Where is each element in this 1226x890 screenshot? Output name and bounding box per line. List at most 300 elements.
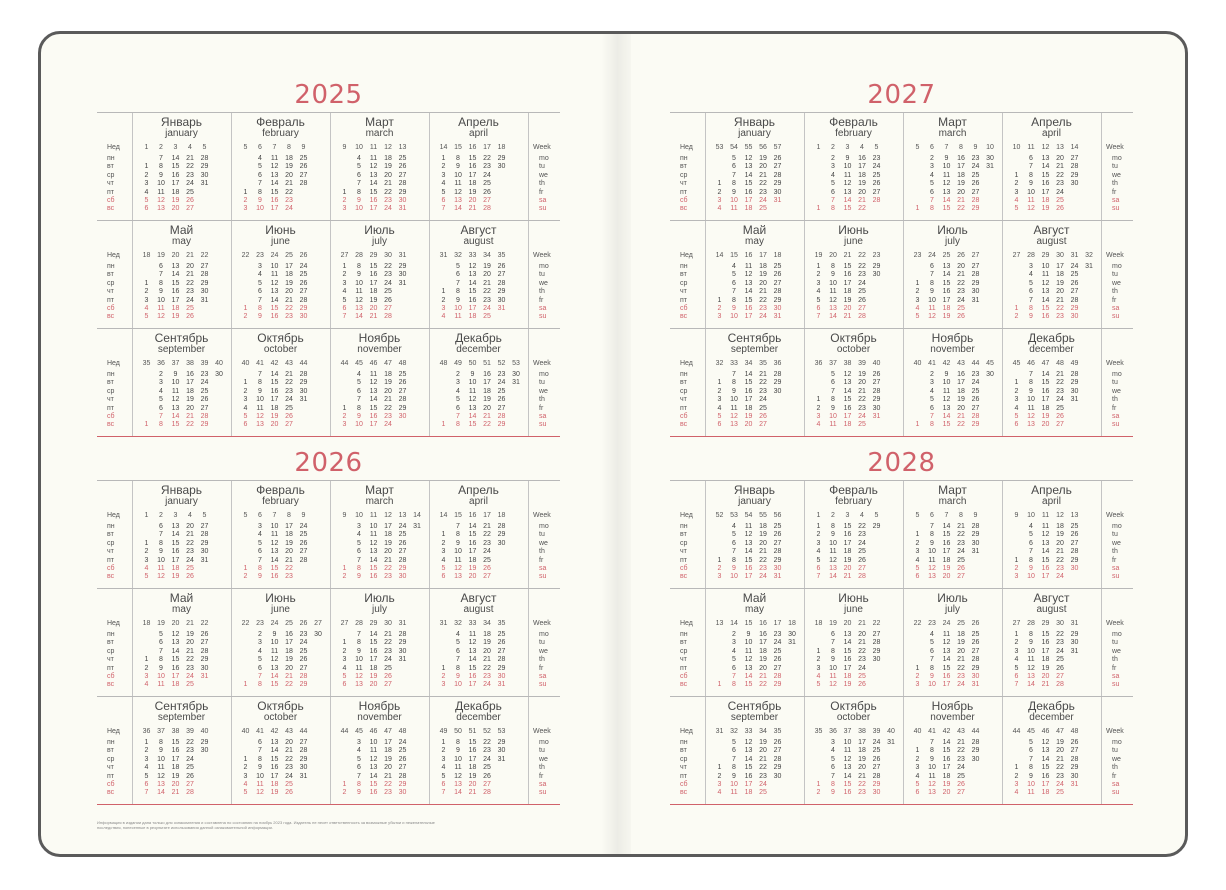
day-cell: 15 [369,781,378,788]
day-cell: 12 [454,772,462,780]
day-cell: 8 [357,639,361,647]
day-cell: 5 [456,396,460,404]
day-cell: 17 [744,573,753,581]
month-name-en: october [836,344,871,355]
day-cell: 24 [200,379,209,387]
day-cell: 23 [186,288,194,296]
day-cell: 8 [357,565,361,572]
day-cell: 26 [1070,739,1079,746]
day-cell: 13 [454,781,462,788]
day-cell: 25 [285,781,293,788]
day-cell: 2 [930,371,934,378]
day-cell: 7 [930,739,934,746]
day-cell: 5 [342,296,347,304]
day-cell: 12 [256,789,264,797]
day-cell: 17 [843,664,852,672]
day-cell: 17 [384,523,392,530]
day-cell: 1 [243,379,248,387]
day-cell: 20 [858,379,866,387]
day-cell: 21 [858,772,866,780]
day-cell: 2 [342,647,347,655]
day-cell: 3 [930,163,934,171]
day-cell: 30 [200,747,209,755]
day-cell: 12 [942,396,951,404]
day-cell: 28 [398,396,407,404]
day-cell: 25 [483,180,491,188]
week-number: 14 [413,512,421,519]
day-cell: 19 [468,772,477,780]
day-cell: 12 [270,163,279,171]
day-cell: 9 [831,404,835,412]
day-cell: 3 [1014,781,1019,788]
day-cell: 28 [497,413,506,420]
week-number: 51 [468,728,477,735]
day-cell: 27 [971,647,980,655]
day-cell: 26 [1070,279,1079,287]
day-cell: 25 [1070,271,1079,279]
weekday-label: пн [680,263,688,270]
day-cell: 29 [1070,171,1079,179]
day-cell: 8 [831,396,835,404]
day-cell: 11 [270,271,279,279]
day-cell: 22 [759,681,767,689]
day-cell: 22 [483,664,491,672]
weekday-label-en: tu [1112,531,1118,539]
day-cell: 23 [1056,639,1064,647]
weekday-label: пн [107,739,115,746]
day-cell: 3 [816,279,821,287]
month-name-en: may [745,236,764,247]
day-cell: 22 [483,288,491,296]
day-cell: 3 [717,313,722,321]
month-name-en: december [1029,712,1074,723]
weekday-column [670,221,705,329]
day-cell: 10 [744,639,753,647]
day-cell: 6 [930,404,934,412]
day-cell: 16 [843,531,852,539]
day-cell: 24 [299,523,308,530]
day-cell: 7 [1029,755,1033,763]
day-cell: 9 [272,631,277,638]
month-name-ru: Август [1033,591,1070,605]
day-cell: 22 [186,163,194,171]
week-number: 12 [384,144,392,151]
day-cell: 18 [1041,197,1050,204]
month-name-en: july [944,236,960,247]
weekday-label-en: su [1112,681,1120,689]
day-cell: 17 [744,781,753,788]
day-cell: 15 [468,664,477,672]
day-cell: 10 [454,548,462,556]
day-cell: 3 [1029,263,1033,270]
month-name-ru: Март [365,115,394,129]
day-cell: 25 [299,647,308,655]
day-cell: 22 [957,531,965,539]
day-cell: 5 [831,180,835,188]
day-cell: 12 [1041,279,1050,287]
day-cell: 12 [744,656,753,664]
day-cell: 14 [270,673,279,680]
day-cell: 4 [717,404,722,412]
day-cell: 21 [957,197,965,204]
day-cell: 12 [843,371,852,378]
day-cell: 21 [285,556,293,564]
day-cell: 26 [384,296,392,304]
day-cell: 8 [258,681,262,689]
day-cell: 2 [816,531,821,539]
weekday-label-en: sa [1112,781,1120,788]
weekday-label: вт [680,379,687,387]
day-cell: 20 [759,664,767,672]
day-cell: 16 [483,371,491,378]
day-cell: 15 [1041,631,1050,638]
day-cell: 2 [243,313,248,321]
month-name-en: august [1036,236,1067,247]
week-number: 56 [773,512,782,519]
day-cell: 15 [744,296,753,304]
row-rule [97,436,560,437]
day-cell: 10 [928,764,936,772]
weekday-label-en: th [1112,288,1118,296]
quarter-row [670,221,1133,329]
day-cell: 18 [1056,523,1064,530]
day-cell: 26 [186,573,194,581]
day-cell: 27 [483,197,491,204]
weekday-label-en: tu [539,747,545,755]
week-number: 14 [715,252,724,259]
day-cell: 14 [942,413,951,420]
day-cell: 3 [357,739,361,746]
weekday-label: пт [680,556,687,564]
week-number: 43 [285,360,293,367]
week-number: 39 [186,728,194,735]
day-cell: 29 [497,288,506,296]
day-cell: 14 [171,647,180,655]
day-cell: 1 [1014,305,1019,312]
day-cell: 13 [171,639,180,647]
day-cell: 30 [398,197,407,204]
day-cell: 17 [468,171,477,179]
day-cell: 6 [258,171,262,179]
day-cell: 14 [270,556,279,564]
day-cell: 28 [398,556,407,564]
day-cell: 16 [858,155,866,162]
day-cell: 3 [915,296,920,304]
week-number: 5 [874,144,879,151]
day-cell: 2 [717,188,722,196]
day-cell: 23 [759,188,767,196]
row-rule [97,804,560,805]
day-cell: 14 [942,271,951,279]
day-cell: 2 [816,271,821,279]
day-cell: 15 [744,379,753,387]
year-block-2025 [97,78,560,440]
day-cell: 1 [915,531,920,539]
day-cell: 24 [759,197,767,204]
month-september [132,697,231,805]
day-cell: 21 [483,523,491,530]
week-number: 50 [454,728,462,735]
week-number: 16 [468,144,477,151]
day-cell: 17 [942,548,951,556]
week-number: 30 [1056,620,1064,627]
day-cell: 1 [342,565,347,572]
day-cell: 11 [454,313,462,321]
day-cell: 30 [971,288,980,296]
day-cell: 10 [369,523,378,530]
day-cell: 4 [243,781,248,788]
week-number: 42 [270,360,279,367]
week-header: Week [1106,144,1124,151]
day-cell: 15 [744,681,753,689]
month-name-ru: Июнь [265,591,296,605]
day-cell: 27 [200,639,209,647]
week-number: 17 [483,144,491,151]
day-cell: 13 [829,565,837,572]
day-cell: 10 [454,305,462,312]
day-cell: 22 [957,279,965,287]
day-cell: 8 [930,531,934,539]
day-cell: 6 [456,647,460,655]
day-cell: 24 [1056,188,1064,196]
week-number: 35 [142,360,151,367]
day-cell: 20 [843,305,852,312]
day-cell: 16 [369,573,378,581]
day-cell: 25 [299,531,308,539]
day-cell: 1 [342,781,347,788]
weekday-label: ср [680,279,688,287]
week-number: 32 [454,252,462,259]
day-cell: 26 [483,772,491,780]
day-cell: 28 [971,271,980,279]
day-cell: 17 [1041,573,1050,581]
day-cell: 22 [285,188,293,196]
week-number: 24 [942,620,951,627]
day-cell: 7 [732,288,736,296]
day-cell: 25 [483,764,491,772]
week-number: 20 [171,620,180,627]
day-cell: 8 [258,565,262,572]
day-cell: 19 [759,739,767,746]
day-cell: 23 [483,747,491,755]
day-cell: 16 [843,789,852,797]
weekday-label-en: we [539,755,548,763]
day-cell: 10 [256,205,264,213]
weekday-label: ср [680,755,688,763]
day-cell: 27 [398,764,407,772]
day-cell: 3 [831,163,835,171]
day-cell: 18 [171,681,180,689]
week-number: 15 [744,620,753,627]
week-number: 8 [959,512,963,519]
day-cell: 6 [456,271,460,279]
month-august [429,221,528,329]
weekday-label: сб [107,197,115,204]
day-cell: 10 [730,781,738,788]
day-cell: 1 [717,556,722,564]
day-cell: 15 [270,379,279,387]
day-cell: 8 [159,656,163,664]
day-cell: 3 [144,296,149,304]
day-cell: 3 [1014,188,1019,196]
day-cell: 9 [1029,313,1033,321]
day-cell: 15 [468,288,477,296]
day-cell: 19 [957,396,965,404]
day-cell: 25 [200,387,209,395]
day-cell: 12 [1041,739,1050,746]
day-cell: 4 [258,271,262,279]
day-cell: 3 [441,171,446,179]
month-name-en: april [1042,128,1061,139]
day-cell: 15 [942,421,951,429]
day-cell: 11 [369,531,378,539]
day-cell: 7 [831,639,835,647]
day-cell: 18 [843,288,852,296]
day-cell: 8 [831,781,835,788]
day-cell: 7 [357,772,361,780]
day-cell: 4 [1029,271,1033,279]
day-cell: 20 [1056,288,1064,296]
weekday-label-en: th [539,288,545,296]
day-cell: 26 [872,371,881,378]
week-number: 35 [773,728,782,735]
week-number: 46 [369,360,378,367]
day-cell: 29 [299,379,308,387]
month-name-en: july [944,604,960,615]
day-cell: 2 [243,387,248,395]
day-cell: 13 [1041,288,1050,296]
week-number: 45 [355,728,363,735]
day-cell: 14 [1041,371,1050,378]
week-number: 28 [355,252,363,259]
day-cell: 23 [858,656,866,664]
weekday-label: сб [107,305,115,312]
day-cell: 25 [398,531,407,539]
day-cell: 29 [497,531,506,539]
day-cell: 25 [957,305,965,312]
day-cell: 13 [928,573,936,581]
day-cell: 21 [957,271,965,279]
day-cell: 2 [243,197,248,204]
day-cell: 3 [441,305,446,312]
day-cell: 1 [717,681,722,689]
day-cell: 16 [942,288,951,296]
day-cell: 16 [171,288,180,296]
week-header: Week [1106,728,1124,735]
day-cell: 30 [200,288,209,296]
day-cell: 24 [483,681,491,689]
day-cell: 19 [468,565,477,572]
day-cell: 12 [942,180,951,188]
day-cell: 7 [930,413,934,420]
day-cell: 25 [773,647,782,655]
day-cell: 1 [1014,631,1019,638]
day-cell: 5 [1014,664,1019,672]
day-cell: 22 [483,421,491,429]
week-number: 14 [730,620,738,627]
weekday-label: сб [680,565,688,572]
day-cell: 8 [456,288,460,296]
day-cell: 9 [1029,387,1033,395]
day-cell: 2 [243,573,248,581]
week-header: Week [1106,360,1124,367]
week-number: 40 [913,360,922,367]
weekday-label-en: we [539,539,548,547]
day-cell: 26 [957,565,965,572]
month-december [1002,697,1101,805]
day-cell: 1 [816,263,821,270]
day-cell: 28 [200,271,209,279]
day-cell: 3 [816,413,821,420]
day-cell: 20 [759,539,767,547]
day-cell: 8 [930,664,934,672]
day-cell: 4 [144,188,149,196]
month-name-ru: Февраль [829,483,878,497]
day-cell: 28 [872,772,881,780]
day-cell: 12 [843,755,852,763]
weekday-label: вс [680,681,688,689]
day-cell: 28 [773,171,782,179]
day-cell: 8 [930,205,934,213]
weekday-label: ср [107,755,115,763]
day-cell: 17 [759,639,767,647]
day-cell: 7 [456,656,460,664]
weekday-label-en: su [1112,421,1120,429]
day-cell: 7 [732,171,736,179]
week-number: 25 [957,620,965,627]
day-cell: 2 [342,413,347,420]
week-number: 15 [730,252,738,259]
day-cell: 4 [1014,197,1019,204]
day-cell: 23 [483,539,491,547]
day-cell: 2 [915,673,920,680]
day-cell: 30 [1070,313,1079,321]
day-cell: 16 [744,305,753,312]
day-cell: 2 [816,656,821,664]
day-cell: 6 [258,739,262,746]
day-cell: 21 [759,548,767,556]
weeknum-header: Нед [107,252,120,259]
month-name-ru: Ноябрь [931,699,974,713]
day-cell: 9 [159,288,163,296]
day-cell: 1 [243,755,248,763]
day-cell: 17 [744,313,753,321]
day-cell: 13 [270,664,279,672]
day-cell: 12 [157,197,165,204]
day-cell: 27 [200,404,209,412]
day-cell: 13 [843,379,852,387]
day-cell: 25 [384,288,392,296]
week-number: 28 [1027,252,1035,259]
day-cell: 13 [942,263,951,270]
day-cell: 31 [299,772,308,780]
week-column [528,329,560,437]
day-cell: 9 [732,305,736,312]
day-cell: 20 [384,171,392,179]
day-cell: 12 [256,413,264,420]
day-cell: 10 [157,755,165,763]
day-cell: 19 [1056,739,1064,746]
day-cell: 15 [942,279,951,287]
day-cell: 13 [843,188,852,196]
day-cell: 1 [915,279,920,287]
day-cell: 20 [483,647,491,655]
day-cell: 28 [971,413,980,420]
day-cell: 6 [831,631,835,638]
month-name-ru: Ноябрь [358,331,401,345]
day-cell: 6 [915,789,920,797]
month-july [330,589,429,697]
